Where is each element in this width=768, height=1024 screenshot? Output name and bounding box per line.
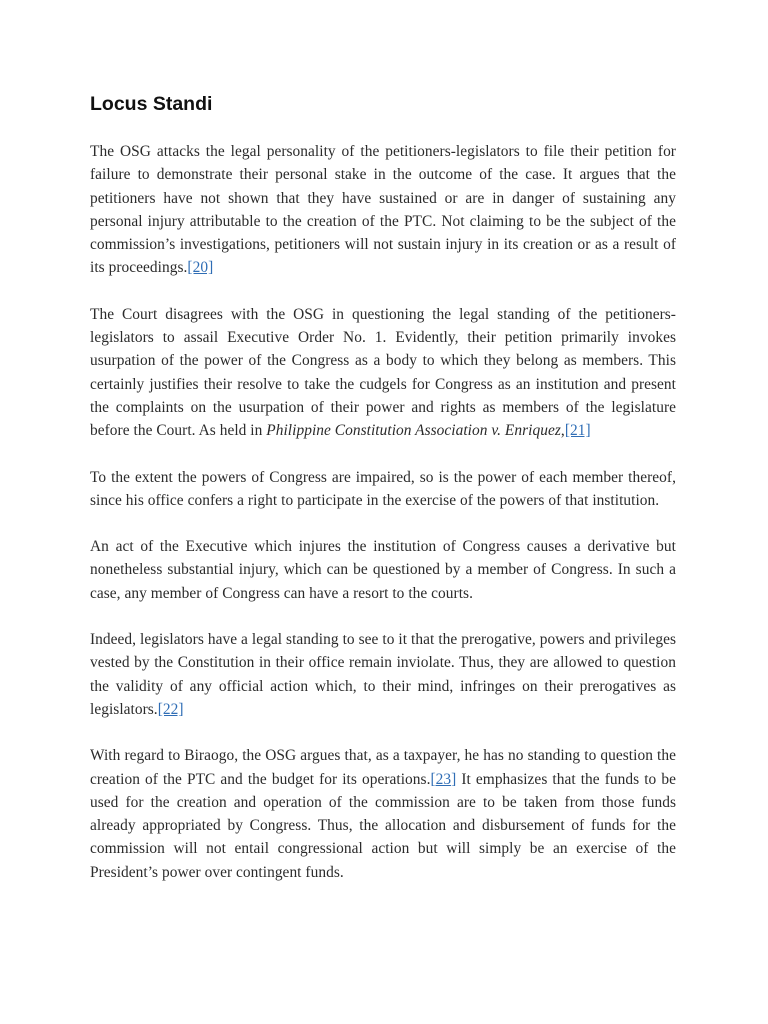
paragraph-1 bbox=[90, 140, 676, 280]
case-citation: Philippine Constitution Association v. Enriquez bbox=[266, 422, 561, 440]
document-page bbox=[90, 90, 676, 907]
section-heading: Locus Standi bbox=[90, 93, 213, 115]
paragraph-4 bbox=[90, 535, 676, 605]
footnote-link-20[interactable]: [20] bbox=[187, 259, 214, 277]
paragraph-6 bbox=[90, 744, 676, 884]
paragraph-text: The Court disagrees with the OSG in questioning the legal standing of the petitioners-legislators to assail Executive Order No. 1. Evidently, their petition primarily invokes usurpation of the power of the Congress as a body to which they belong as members. This certainly justifies their resolve to take the cudgels for Congress as an institution and present the complaints on the usurpation of their power and rights as members of the legislature before the Court. As held in bbox=[90, 305, 676, 440]
footnote-link-21[interactable]: [21] bbox=[564, 422, 591, 440]
paragraph-5 bbox=[90, 628, 676, 721]
paragraph-text: With regard to Biraogo, the OSG argues that, as a taxpayer, he has no standing to question the creation of the PTC and the budget for its operations. bbox=[90, 747, 676, 788]
paragraph-2 bbox=[90, 303, 676, 443]
paragraph-text: An act of the Executive which injures the institution of Congress causes a derivative but nonetheless substantial injury, which can be questioned by a member of Congress. In such a case, any member of Congress can have a resort to the courts. bbox=[90, 538, 676, 602]
paragraph-text: Indeed, legislators have a legal standing to see to it that the prerogative, powers and privileges vested by the Constitution in their office remain inviolate. Thus, they are allowed to question the validity of any official action which, to their mind, infringes on their prerogatives as legislators. bbox=[90, 631, 676, 718]
paragraph-text: To the extent the powers of Congress are impaired, so is the power of each member thereof, since his office confers a right to participate in the exercise of the powers of that institution. bbox=[90, 468, 676, 509]
paragraph-text-continued: It emphasizes that the funds to be used for the creation and operation of the commission are to be taken from those funds already appropriated by Congress. Thus, the allocation and disbursement of funds for the commission will not entail congressional action but will simply be an exercise of the President’s power over contingent funds. bbox=[90, 770, 676, 881]
footnote-link-23[interactable]: [23] bbox=[430, 770, 457, 788]
paragraph-text: The OSG attacks the legal personality of the petitioners-legislators to file their petition for failure to demonstrate their personal stake in the outcome of the case. It argues that the petitioners have not shown that they have sustained or are in danger of sustaining any personal injury attributable to the creation of the PTC. Not claiming to be the subject of the commission’s investigations, petitioners will not sustain injury in its creation or as a result of its proceedings. bbox=[90, 143, 676, 277]
footnote-link-22[interactable]: [22] bbox=[157, 700, 184, 718]
paragraph-3 bbox=[90, 466, 676, 513]
citation-comma: , bbox=[560, 422, 565, 440]
